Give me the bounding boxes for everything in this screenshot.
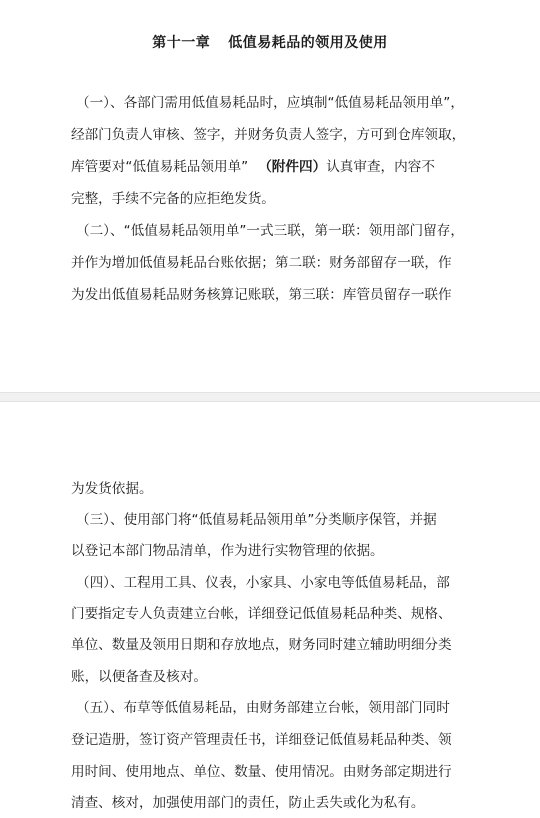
paragraph-4-line-2: 门要指定专人负责建立台帐，详细登记低值易耗品种类、规格、 — [71, 606, 452, 622]
paragraph-4-line-3: 单位、数量及领用日期和存放地点，财务同时建立辅助明细分类 — [71, 637, 452, 653]
paragraph-2-line-2: 并作为增加低值易耗品台账依据；第二联：财务部留存一联，作 — [71, 255, 452, 271]
paragraph-5-line-3: 用时间、使用地点、单位、数量、使用情况。由财务部定期进行 — [71, 764, 452, 780]
paragraph-4-line-1: （四）、工程用工具、仪表，小家具、小家电等低值易耗品，部 — [76, 575, 450, 591]
chapter-number: 第十一章 — [152, 35, 211, 51]
paragraph-2-line-3: 为发出低值易耗品财务核算记账联，第三联：库管员留存一联作 — [71, 287, 452, 303]
paragraph-3-line-2: 以登记本部门物品清单，作为进行实物管理的依据。 — [71, 543, 384, 559]
paragraph-1-line-3-part-2: 认真审查，内容不 — [326, 159, 435, 175]
paragraph-2-line-1: （二）、“低值易耗品领用单”一式三联，第一联：领用部门留存， — [76, 223, 464, 239]
paragraph-1-line-2: 经部门负责人审核、签字，并财务负责人签字，方可到仓库领取， — [71, 127, 466, 143]
paragraph-5-line-1: （五）、布草等低值易耗品，由财务部建立台帐，领用部门同时 — [76, 700, 450, 716]
page-separator — [0, 392, 540, 402]
paragraph-2-line-4: 为发货依据。 — [71, 481, 153, 497]
paragraph-5-line-2: 登记造册，签订资产管理责任书，详细登记低值易耗品种类、领 — [71, 732, 452, 748]
paragraph-4-line-4: 账，以便备查及核对。 — [71, 669, 207, 685]
chapter-title — [0, 32, 540, 52]
paragraph-1-line-1: （一）、各部门需用低值易耗品时，应填制“低值易耗品领用单”， — [76, 95, 464, 111]
paragraph-1-line-3-part-1: 库管要对“低值易耗品领用单” — [71, 159, 249, 175]
chapter-name: 低值易耗品的领用及使用 — [228, 35, 388, 51]
paragraph-5-line-4: 清查、核对，加强使用部门的责任，防止丢失或化为私有。 — [71, 795, 425, 811]
document-page-2 — [0, 402, 540, 818]
paragraph-3-line-1: （三）、使用部门将“低值易耗品领用单”分类顺序保管，并据 — [76, 512, 437, 528]
attachment-reference: （附件四） — [258, 159, 327, 175]
paragraph-1-line-4: 完整，手续不完备的应拒绝发货。 — [71, 191, 275, 207]
document-page-1 — [0, 0, 540, 392]
paragraph-1-line-3 — [71, 157, 435, 177]
